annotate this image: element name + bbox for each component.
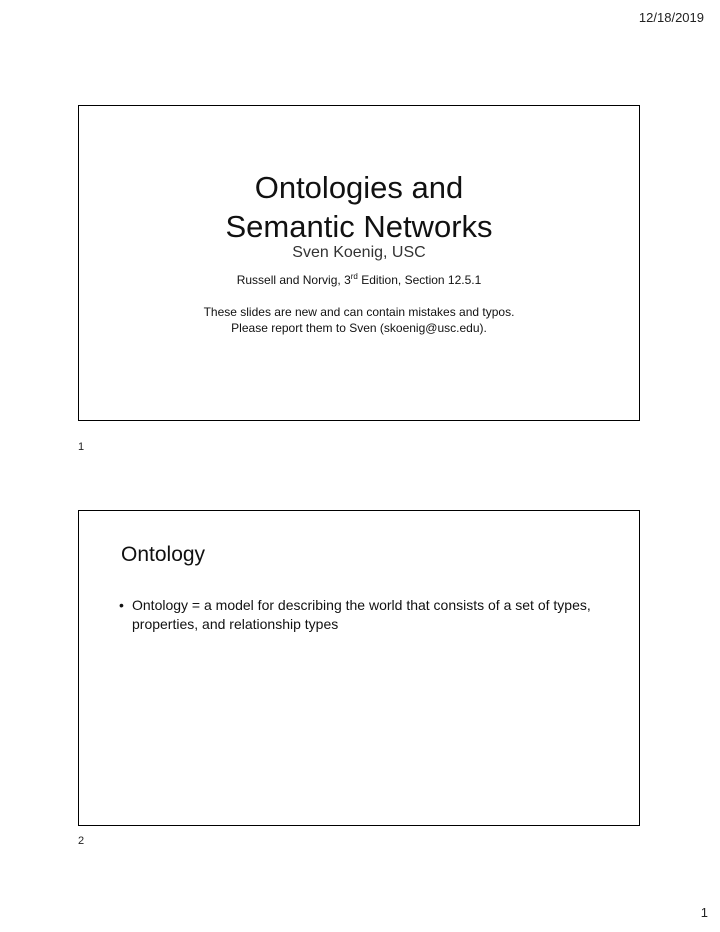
source-ordinal-suffix: rd: [350, 272, 358, 281]
slide-number-1: 1: [78, 441, 85, 453]
slide-number-2: 2: [78, 835, 85, 847]
disclaimer-note: [79, 304, 639, 336]
bullet-text: Ontology = a model for describing the world that consists of a set of types, properties, and relationship types: [132, 597, 591, 632]
disclaimer-line-1: These slides are new and can contain mistakes and typos.: [203, 305, 515, 319]
title-slide: [78, 105, 640, 421]
slide-title: [79, 168, 639, 246]
disclaimer-line-2: Please report them to Sven (skoenig@usc.edu).: [231, 321, 487, 335]
bullet-marker: •: [119, 597, 124, 613]
slide-subtitle: Sven Koenig, USC: [292, 244, 426, 261]
slide-title-line-1: Ontologies and: [254, 170, 464, 205]
page-number: 1: [700, 905, 708, 920]
content-slide: [78, 510, 640, 826]
bullet-list: [119, 596, 609, 634]
source-reference: [79, 273, 639, 287]
source-prefix: Russell and Norvig, 3: [236, 273, 351, 287]
print-date: 12/18/2019: [638, 10, 704, 25]
source-suffix: Edition, Section 12.5.1: [357, 273, 482, 287]
slide-heading: Ontology: [121, 543, 206, 566]
bullet-item: [119, 596, 609, 634]
slide-title-line-2: Semantic Networks: [225, 209, 493, 244]
